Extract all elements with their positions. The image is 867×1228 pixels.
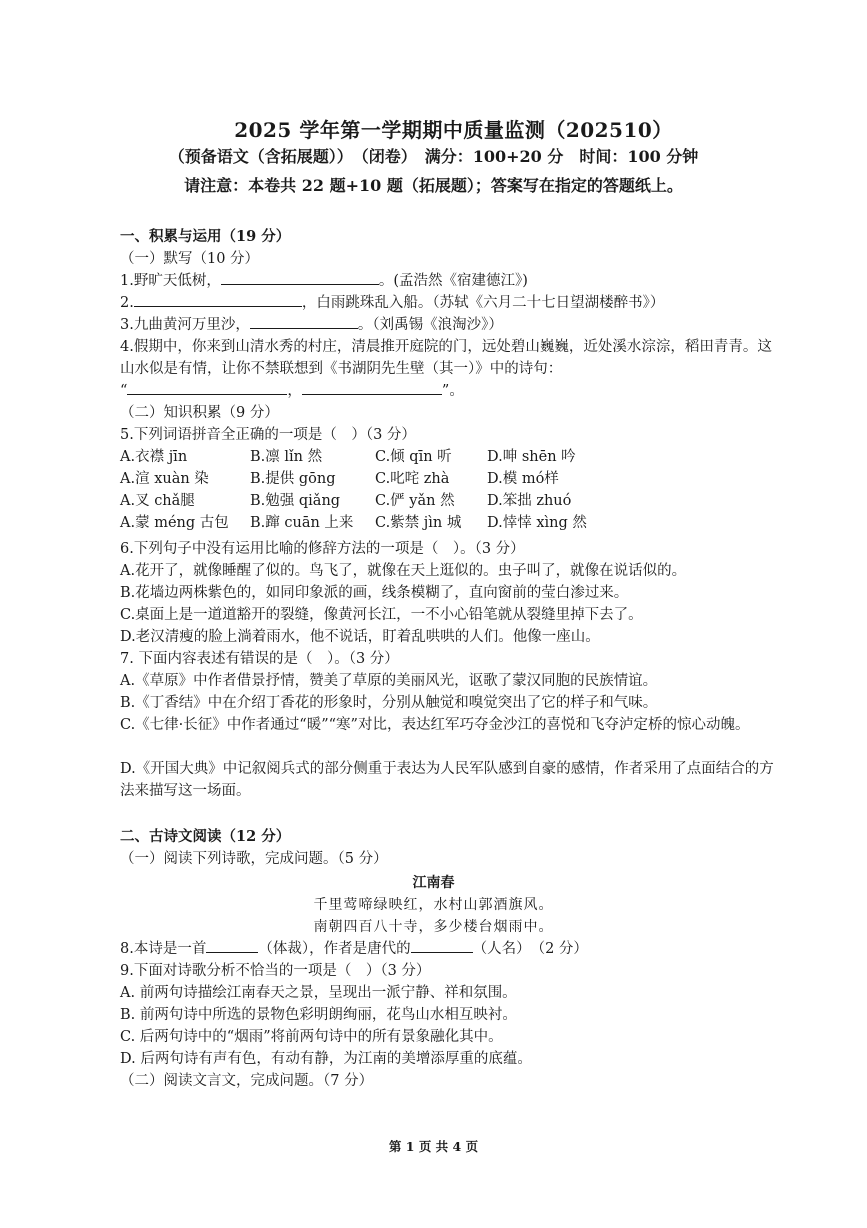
q5-option-row [120, 446, 780, 468]
q8-prefix: 8.本诗是一首 [120, 941, 207, 957]
q5-option[interactable]: A.蒙 méng 古包 [120, 515, 229, 531]
q5-option[interactable]: B.蹿 cuān 上来 [250, 515, 354, 531]
q4-answer-blank-1[interactable] [127, 380, 287, 395]
q5-option[interactable]: B.凛 lǐn 然 [250, 449, 323, 465]
q9-option-b[interactable]: B. 前两句诗中所选的景物色彩明朗绚丽，花鸟山水相互映衬。 [120, 1007, 517, 1023]
q8-middle: （体裁），作者是唐代的 [258, 941, 411, 957]
q5-option[interactable]: D.悻悻 xìng 然 [487, 515, 587, 531]
q7-option-d[interactable]: D.《开国大典》中记叙阅兵式的部分侧重于表达为人民军队感到自豪的感情，作者采用了点面结合的方法来描写这一场面。 [120, 761, 774, 799]
question-1 [120, 270, 780, 292]
q5-option[interactable]: D.笨拙 zhuó [487, 493, 572, 509]
q5-option[interactable]: C.俨 yǎn 然 [375, 493, 455, 509]
q5-option-row [120, 468, 780, 490]
q5-option[interactable]: D.模 mó样 [487, 471, 559, 487]
q4-open-quote: “ [120, 383, 128, 399]
q6-option-b[interactable]: B.花墙边两株紫色的，如同印象派的画，线条模糊了，直向窗前的莹白渗过来。 [120, 585, 629, 601]
q9-option-a[interactable]: A. 前两句诗描绘江南春天之景，呈现出一派宁静、祥和氛围。 [120, 985, 517, 1001]
q3-suffix: 。（刘禹锡《浪淘沙》） [357, 317, 503, 333]
question-2 [120, 292, 780, 314]
poem-line-1: 千里莺啼绿映红，水村山郭酒旗风。 [313, 897, 554, 913]
subsection-poem: （一）阅读下列诗歌，完成问题。（5 分） [120, 851, 388, 867]
q5-option-row [120, 512, 780, 534]
question-4 [120, 336, 780, 402]
q5-option[interactable]: D.呻 shēn 吟 [487, 449, 576, 465]
q4-answer-blank-2[interactable] [302, 380, 442, 395]
question-5-stem: 5.下列词语拼音全正确的一项是（ ）（3 分） [120, 427, 416, 443]
poem-title: 江南春 [412, 875, 455, 891]
question-6-stem: 6.下列句子中没有运用比喻的修辞方法的一项是（ ）。（3 分） [120, 541, 525, 557]
q7-option-b[interactable]: B.《丁香结》中在介绍丁香花的形象时，分别从触觉和嗅觉突出了它的样子和气味。 [120, 695, 658, 711]
q3-answer-blank[interactable] [250, 314, 358, 329]
page-number: 第 1 页 共 4 页 [388, 1139, 479, 1154]
subsection-knowledge: （二）知识积累（9 分） [120, 405, 279, 421]
q4-close-quote: ”。 [441, 383, 464, 399]
q5-option-row [120, 490, 780, 512]
question-7-stem: 7. 下面内容表述有错误的是（ ）。（3 分） [120, 651, 399, 667]
q5-option[interactable]: C.叱咤 zhà [375, 471, 450, 487]
q8-genre-blank[interactable] [206, 938, 258, 953]
q6-option-c[interactable]: C.桌面上是一道道豁开的裂缝，像黄河长江，一不小心铅笔就从裂缝里掉下去了。 [120, 607, 643, 623]
q2-suffix: ，白雨跳珠乱入船。（苏轼《六月二十七日望湖楼醉书》） [301, 295, 665, 311]
q3-prefix: 3.九曲黄河万里沙， [120, 317, 250, 333]
q1-suffix: 。(孟浩然《宿建德江》) [378, 273, 528, 289]
q5-option[interactable]: C.紫禁 jìn 城 [375, 515, 462, 531]
q7-option-c[interactable]: C.《七律·长征》中作者通过“暖”“寒”对比，表达红军巧夺金沙江的喜悦和飞夺泸定桥的惊心动魄。 [120, 717, 750, 733]
q2-prefix: 2. [120, 295, 134, 311]
q6-option-a[interactable]: A.花开了，就像睡醒了似的。鸟飞了，就像在天上逛似的。虫子叫了，就像在说话似的。 [120, 563, 687, 579]
q9-option-c[interactable]: C. 后两句诗中的“烟雨”将前两句诗中的所有景象融化其中。 [120, 1029, 503, 1045]
exam-notice: 请注意：本卷共 22 题+10 题（拓展题）；答案写在指定的答题纸上。 [184, 176, 683, 195]
q1-prefix: 1.野旷天低树， [120, 273, 221, 289]
subsection-dictation: （一）默写（10 分） [120, 251, 260, 267]
q5-option[interactable]: A.叉 chǎ腿 [120, 493, 195, 509]
question-3 [120, 314, 780, 336]
q8-author-blank[interactable] [411, 938, 473, 953]
q9-option-d[interactable]: D. 后两句诗有声有色，有动有静，为江南的美增添厚重的底蕴。 [120, 1051, 532, 1067]
question-8 [120, 938, 780, 960]
question-9-stem: 9.下面对诗歌分析不恰当的一项是（ ）（3 分） [120, 963, 431, 979]
poem-line-2: 南朝四百八十寺，多少楼台烟雨中。 [313, 919, 554, 935]
section-heading-1: 一、积累与运用（19 分） [120, 228, 291, 245]
section-heading-2: 二、古诗文阅读（12 分） [120, 828, 291, 845]
q5-option[interactable]: A.衣襟 jīn [120, 449, 188, 465]
q5-option[interactable]: B.勉强 qiǎng [250, 493, 341, 509]
q5-option[interactable]: B.提供 gōng [250, 471, 336, 487]
exam-title: 2025 学年第一学期期中质量监测（202510） [234, 118, 673, 142]
exam-subtitle: （预备语文（含拓展题）） （闭卷） 满分：100+20 分 时间：100 分钟 [168, 147, 699, 166]
q1-answer-blank[interactable] [221, 270, 379, 285]
subsection-classical: （二）阅读文言文，完成问题。（7 分） [120, 1073, 374, 1089]
q8-suffix: （人名） （2 分） [472, 941, 588, 957]
q4-text: 4.假期中，你来到山清水秀的村庄，清晨推开庭院的门，远处碧山巍巍，近处溪水淙淙，稻田青青。这山水似是有情，让你不禁联想到《书湖阴先生壁（其一）》中的诗句： [120, 339, 772, 377]
q5-option[interactable]: A.渲 xuàn 染 [120, 471, 209, 487]
q7-option-a[interactable]: A.《草原》中作者借景抒情，赞美了草原的美丽风光，讴歌了蒙汉同胞的民族情谊。 [120, 673, 658, 689]
q4-comma: ， [287, 383, 302, 399]
q6-option-d[interactable]: D.老汉清瘦的脸上淌着雨水，他不说话，盯着乱哄哄的人们。他像一座山。 [120, 629, 600, 645]
q5-option[interactable]: C.倾 qīn 听 [375, 449, 452, 465]
q2-answer-blank[interactable] [134, 292, 302, 307]
